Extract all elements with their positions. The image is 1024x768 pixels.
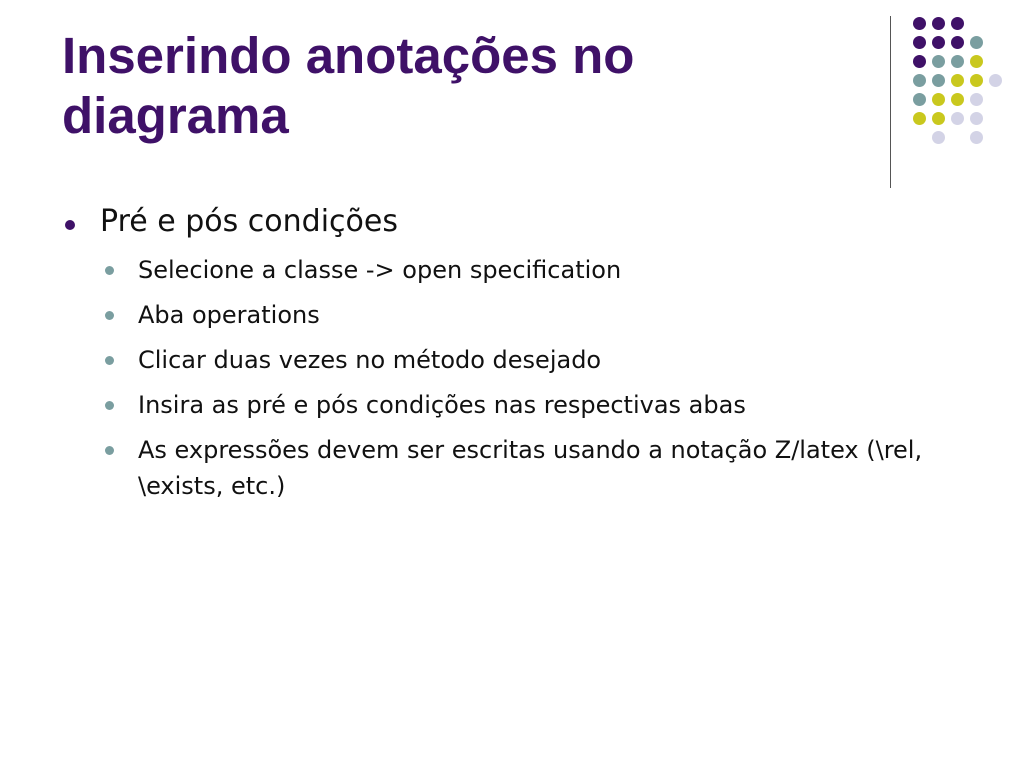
sub-bullet-item: Selecione a classe -> open specification <box>138 256 622 284</box>
sub-bullet-item: Insira as pré e pós condições nas respectivas abas <box>138 391 746 419</box>
sub-bullet-dot-icon <box>105 266 114 275</box>
sub-bullet-dot-icon <box>105 356 114 365</box>
sub-bullet-item: Clicar duas vezes no método desejado <box>138 346 602 374</box>
bullet-level1: Pré e pós condições <box>100 204 398 239</box>
sub-bullet-dot-icon <box>105 446 114 455</box>
bullet-dot-icon <box>65 220 75 230</box>
sub-bullet-dot-icon <box>105 311 114 320</box>
sub-bullet-item: As expressões devem ser escritas usando a notação Z/latex (\rel, \exists, etc.) <box>138 436 923 500</box>
sub-bullet-item: Aba operations <box>138 301 320 329</box>
slide-title: Inserindo anotações no diagrama <box>62 27 635 144</box>
sub-bullet-dot-icon <box>105 401 114 410</box>
